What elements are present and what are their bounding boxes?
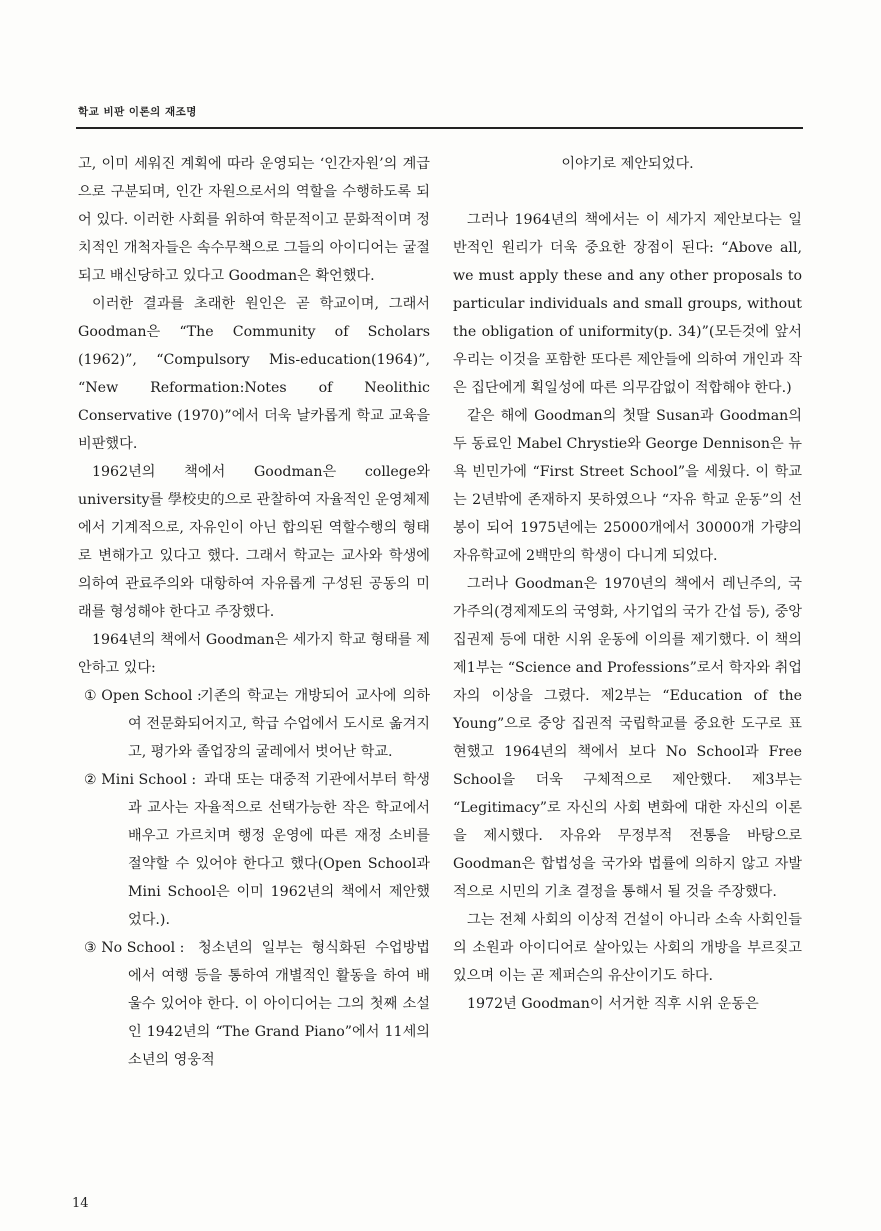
list-marker: ① Open School : bbox=[84, 688, 202, 704]
paragraph: 그는 전체 사회의 이상적 건설이 아니라 소속 사회인들의 소원과 아이디어로 살아있는 사회의 개방을 부르짖고 있으며 이는 곧 제퍼슨의 유산이기도 하다. bbox=[453, 912, 802, 984]
page-number: 14 bbox=[72, 1196, 89, 1211]
list-marker: ② Mini School : bbox=[84, 772, 197, 788]
left-column bbox=[78, 150, 430, 1074]
list-item-text: 기존의 학교는 개방되어 교사에 의하여 전문화되어지고, 학급 수업에서 도시로 옮겨지고, 평가와 졸업장의 굴레에서 벗어난 학교. bbox=[128, 688, 430, 760]
list-item-text: 과대 또는 대중적 기관에서부터 학생과 교사는 자율적으로 선택가능한 작은 학교에서 배우고 가르치며 행정 운영에 따른 재정 소비를 절약할 수 있어야 한다고 했다(Open School과 Mini School은 이미 1962년의 책에서 제안했었다.). bbox=[128, 772, 430, 928]
paragraph: 고, 이미 세워진 계획에 따라 운영되는 ‘인간자원’의 계급으로 구분되며, 인간 자원으로서의 역할을 수행하도록 되어 있다. 이러한 사회를 위하여 학문적이고 문화적이며 정치적인 개척자들은 속수무책으로 그들의 아이디어는 굴절되고 배신당하고 있다고 Goodman은 확언했다. bbox=[78, 156, 430, 284]
list-item-text: 청소년의 일부는 형식화된 수업방법에서 여행 등을 통하여 개별적인 활동을 하여 배울수 있어야 한다. 이 아이디어는 그의 첫째 소설인 1942년의 “The Grand Piano”에서 11세의 소년의 영웅적 bbox=[128, 940, 430, 1068]
right-column bbox=[453, 150, 802, 1018]
paragraph: 같은 해에 Goodman의 첫딸 Susan과 Goodman의 두 동료인 Mabel Chrystie와 George Dennison은 뉴욕 빈민가에 “First Street School”을 세웠다. 이 학교는 2년밖에 존재하지 못하였으나 “자유 학교 운동”의 선봉이 되어 1975년에는 25000개에서 30000개 가량의 자유학교에 2백만의 학생이 다니게 되었다. bbox=[453, 408, 802, 564]
header-rule bbox=[76, 127, 803, 129]
paragraph: 그러나 1964년의 책에서는 이 세가지 제안보다는 일반적인 원리가 더욱 중요한 장점이 된다: “Above all, we must apply these and any other proposals to particular individuals and small groups, without the obligation of uniformity(p. 34)”(모든것에 앞서 우리는 이것을 포함한 또다른 제안들에 의하여 개인과 작은 집단에게 획일성에 따른 의무감없이 적합해야 한다.) bbox=[453, 212, 802, 396]
list-item bbox=[78, 682, 430, 766]
paragraph: 그러나 Goodman은 1970년의 책에서 레닌주의, 국가주의(경제제도의 국영화, 사기업의 국가 간섭 등), 중앙 집권제 등에 대한 시위 운동에 이의를 제기했다. 이 책의 제1부는 “Science and Professions”로서 학자와 취업자의 이상을 그렸다. 제2부는 “Education of the Young”으로 중앙 집권적 국립학교를 중요한 도구로 표현했고 1964년의 책에서 보다 No School과 Free School을 더욱 구체적으로 제안했다. 제3부는 “Legitimacy”로 자신의 사회 변화에 대한 자신의 이론을 제시했다. 자유와 무정부적 전통을 바탕으로 Goodman은 합법성을 국가와 법률에 의하지 않고 자발적으로 시민의 기초 결정을 통해서 될 것을 주장했다. bbox=[453, 576, 802, 900]
paragraph: 1964년의 책에서 Goodman은 세가지 학교 형태를 제안하고 있다: bbox=[78, 632, 430, 676]
running-head: 학교 비판 이론의 재조명 bbox=[78, 106, 197, 118]
paragraph: 이러한 결과를 초래한 원인은 곧 학교이며, 그래서 Goodman은 “The Community of Scholars (1962)”, “Compulsory Mis-education(1964)”, “New Reformation:Notes of Neolithic Conservative (1970)”에서 더욱 날카롭게 학교 교육을 비판했다. bbox=[78, 296, 430, 452]
paragraph: 1972년 Goodman이 서거한 직후 시위 운동은 bbox=[467, 996, 759, 1012]
paragraph: 1962년의 책에서 Goodman은 college와 university를 學校史的으로 관찰하여 자율적인 운영체제에서 기계적으로, 자유인이 아닌 합의된 역할수행의 형태로 변해가고 있다고 했다. 그래서 학교는 교사와 학생에 의하여 관료주의와 대항하여 자유롭게 구성된 공동의 미래를 형성해야 한다고 주장했다. bbox=[78, 464, 430, 620]
continued-line: 이야기로 제안되었다. bbox=[561, 156, 694, 172]
list-item bbox=[78, 766, 430, 934]
list-marker: ③ No School : bbox=[84, 940, 185, 956]
list-item bbox=[78, 934, 430, 1074]
paragraph-gap bbox=[453, 178, 802, 206]
